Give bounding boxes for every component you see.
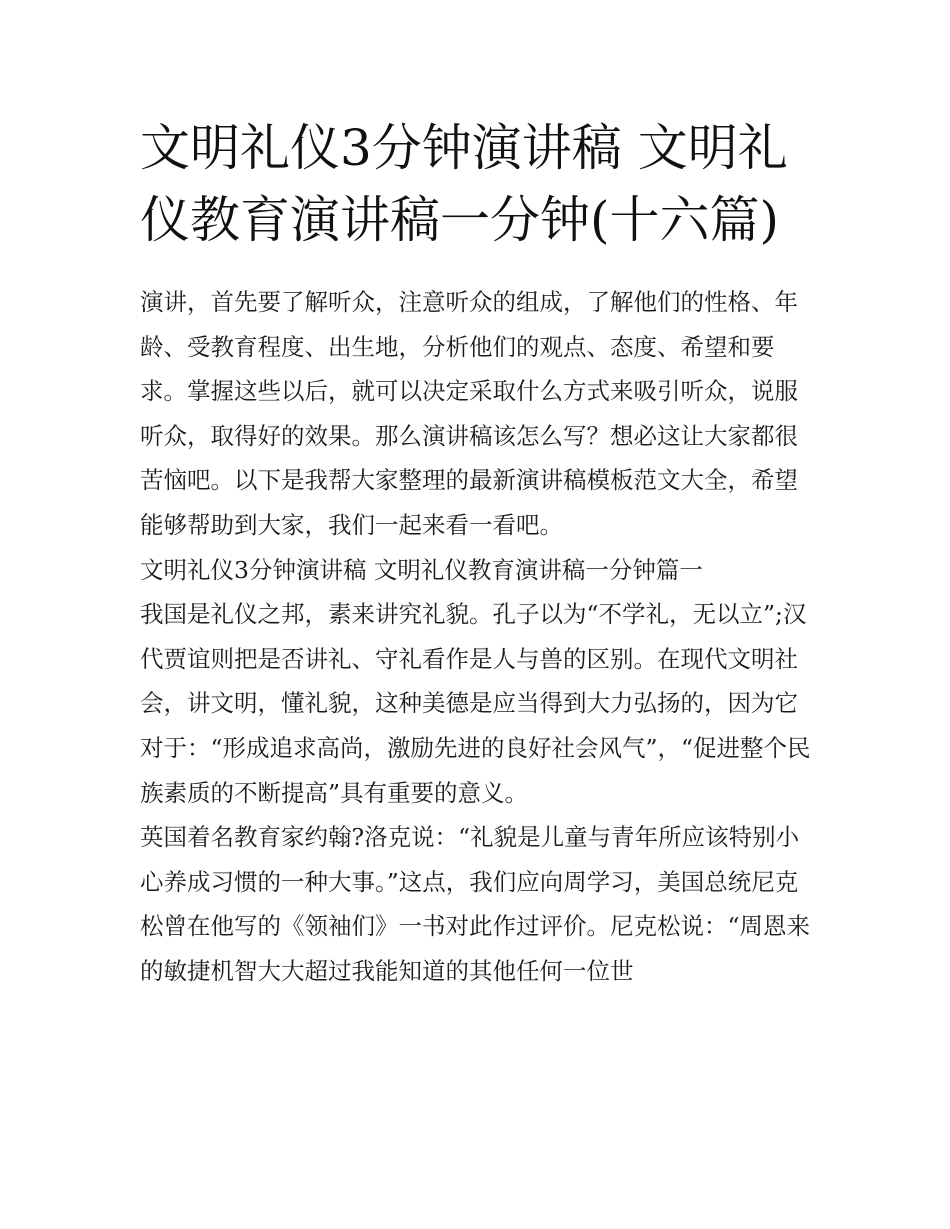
intro-paragraph: 演讲，首先要了解听众，注意听众的组成，了解他们的性格、年龄、受教育程度、出生地，分析他们的观点、态度、希望和要求。掌握这些以后，就可以决定采取什么方式来吸引听众，说服听众，取得好的效果。那么演讲稿该怎么写？想必这让大家都很苦恼吧。以下是我帮大家整理的最新演讲稿模板范文大全，希望能够帮助到大家，我们一起来看一看吧。 [140, 288, 798, 539]
document-body [140, 280, 820, 994]
document-title: 文明礼仪3分钟演讲稿 文明礼仪教育演讲稿一分钟(十六篇) [140, 119, 788, 249]
body-paragraph: 我国是礼仪之邦，素来讲究礼貌。孔子以为“不学礼，无以立”;汉代贾谊则把是否讲礼、守礼看作是人与兽的区别。在现代文明社会，讲文明，懂礼貌，这种美德是应当得到大力弘扬的，因为它对于：“形成追求高尚，激励先进的良好社会风气”，“促进整个民族素质的不断提高”具有重要的意义。 [140, 600, 811, 807]
section-heading: 文明礼仪3分钟演讲稿 文明礼仪教育演讲稿一分钟篇一 [140, 555, 703, 584]
body-paragraph: 英国着名教育家约翰?洛克说：“礼貌是儿童与青年所应该特别小心养成习惯的一种大事。”这点，我们应向周学习，美国总统尼克松曾在他写的《领袖们》一书对此作过评价。尼克松说：“周恩来的敏捷机智大大超过我能知道的其他任何一位世 [140, 823, 811, 985]
